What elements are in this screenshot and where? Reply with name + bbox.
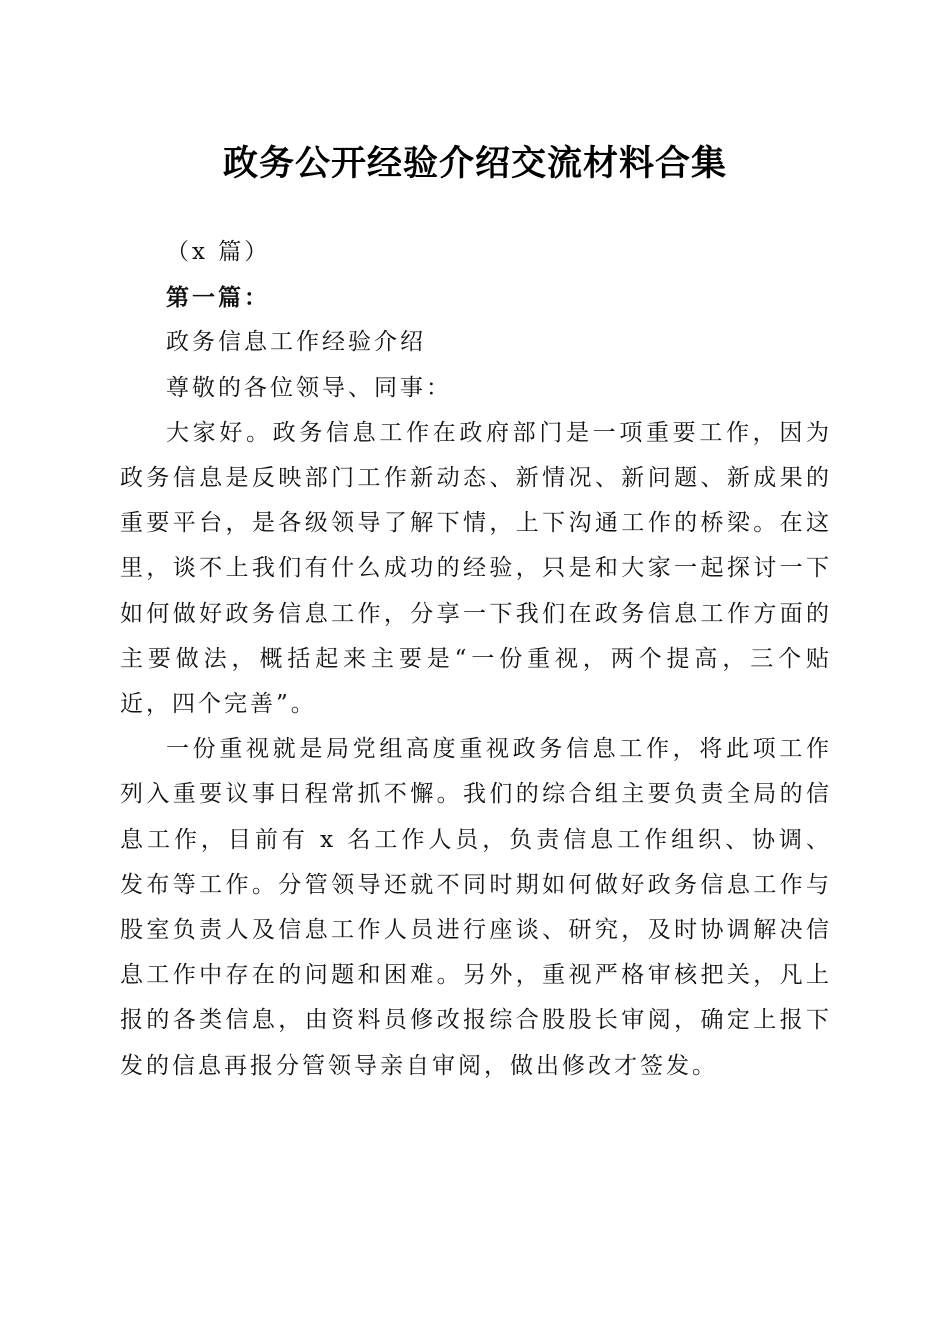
section-subtitle: 政务信息工作经验介绍 [166, 329, 426, 356]
article-count-note: （x 篇） [166, 239, 271, 265]
document-title: 政务公开经验介绍交流材料合集 [222, 143, 727, 184]
section-heading: 第一篇： [166, 284, 270, 312]
salutation: 尊敬的各位领导、同事： [166, 374, 452, 401]
paragraph-emphasis: 一份重视就是局党组高度重视政务信息工作，将此项工作列入重要议事日程常抓不懈。我们的综合组主要负责全局的信息工作，目前有 x 名工作人员，负责信息工作组织、协调、发布等工作。分管领导还就不同时期如何做好政务信息工作与股室负责人及信息工作人员进行座谈、研究，及时协调解决信息工作中存在的问题和困难。另外，重视严格审核把关，凡上报的各类信息，由资料员修改报综合股股长审阅，确定上报下发的信息再报分管领导亲自审阅，做出修改才签发。 [120, 736, 832, 1079]
document-body [120, 230, 832, 1089]
paragraph-intro: 大家好。政务信息工作在政府部门是一项重要工作，因为政务信息是反映部门工作新动态、新情况、新问题、新成果的重要平台，是各级领导了解下情，上下沟通工作的桥梁。在这里，谈不上我们有什么成功的经验，只是和大家一起探讨一下如何做好政务信息工作，分享一下我们在政务信息工作方面的主要做法，概括起来主要是“一份重视，两个提高，三个贴近，四个完善”。 [120, 419, 832, 718]
